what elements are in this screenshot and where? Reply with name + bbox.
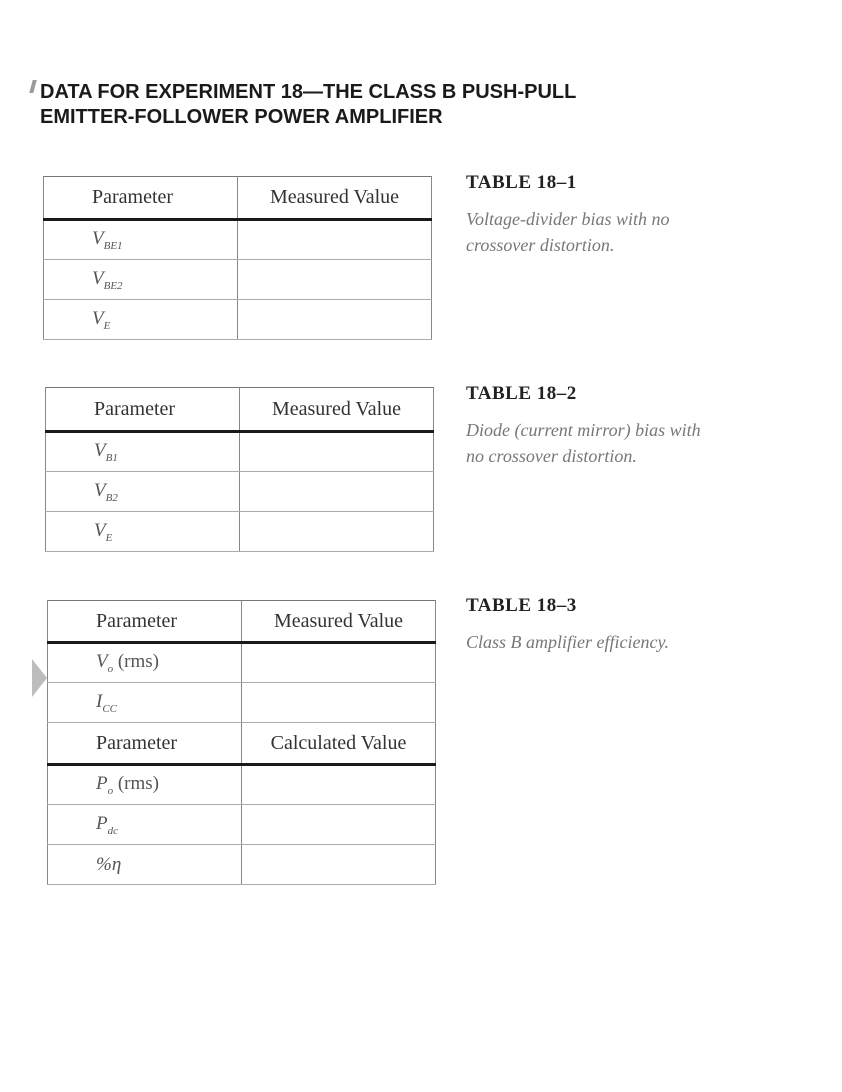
- parameter-cell: [48, 683, 242, 723]
- table-row: [46, 472, 434, 512]
- param-unit: (rms): [117, 773, 160, 795]
- param-subscript: E: [103, 319, 111, 332]
- table-18-2-caption: [466, 383, 706, 469]
- value-cell[interactable]: [240, 432, 434, 472]
- param-subscript: o: [107, 662, 114, 675]
- param-subscript: BE2: [103, 279, 123, 292]
- param-unit: (rms): [117, 651, 160, 673]
- table-row: [44, 220, 432, 260]
- value-cell[interactable]: [238, 220, 432, 260]
- table-18-1-caption: [466, 172, 716, 258]
- caption-description: Diode (current mirror) bias with no crossover distortion.: [466, 420, 701, 466]
- param-symbol: P: [96, 812, 108, 834]
- parameter-cell: [48, 805, 242, 845]
- header-measured-value: Measured Value: [238, 177, 432, 220]
- header-parameter: Parameter: [44, 177, 238, 220]
- table-18-1: [43, 176, 432, 340]
- corner-tick-mark: [29, 80, 36, 93]
- value-cell[interactable]: [242, 805, 436, 845]
- caption-title: TABLE 18–2: [466, 383, 577, 404]
- header-parameter: Parameter: [48, 723, 242, 765]
- param-subscript: CC: [102, 702, 118, 715]
- table-row: [44, 300, 432, 340]
- header-parameter: Parameter: [46, 388, 240, 432]
- header-calculated-value: Calculated Value: [242, 723, 436, 765]
- heading-line-2: EMITTER-FOLLOWER POWER AMPLIFIER: [40, 106, 443, 128]
- value-cell[interactable]: [242, 683, 436, 723]
- parameter-cell: [46, 512, 240, 552]
- parameter-cell: [44, 300, 238, 340]
- value-cell[interactable]: [242, 765, 436, 805]
- table-subheader-row: [48, 723, 436, 765]
- header-measured-value: Measured Value: [240, 388, 434, 432]
- table-row: [46, 512, 434, 552]
- param-subscript: BE1: [103, 239, 123, 252]
- value-cell[interactable]: [242, 845, 436, 885]
- table-row: [46, 432, 434, 472]
- param-subscript: B1: [105, 451, 118, 464]
- value-cell[interactable]: [238, 260, 432, 300]
- caption-description: Voltage-divider bias with no crossover distortion.: [466, 209, 670, 255]
- table-18-3: [47, 600, 436, 885]
- table-header-row: [46, 388, 434, 432]
- table-18-3-caption: [466, 595, 716, 655]
- param-subscript: E: [105, 531, 113, 544]
- param-symbol: V: [96, 651, 108, 673]
- header-parameter: Parameter: [48, 601, 242, 643]
- page-heading: [40, 80, 740, 130]
- param-symbol: V: [94, 519, 106, 541]
- table-header-row: [48, 601, 436, 643]
- param-symbol: V: [92, 228, 104, 250]
- parameter-cell: [48, 845, 242, 885]
- table-header-row: [44, 177, 432, 220]
- parameter-cell: [46, 472, 240, 512]
- table-row: [48, 683, 436, 723]
- param-subscript: dc: [107, 824, 118, 837]
- param-symbol: P: [96, 773, 108, 795]
- table-row: [44, 260, 432, 300]
- param-subscript: o: [107, 784, 114, 797]
- caption-description: Class B amplifier efficiency.: [466, 632, 669, 652]
- value-cell[interactable]: [240, 472, 434, 512]
- parameter-cell: [44, 220, 238, 260]
- param-symbol: %η: [96, 853, 122, 875]
- parameter-cell: [48, 643, 242, 683]
- param-symbol: V: [92, 307, 104, 329]
- table-row: [48, 845, 436, 885]
- value-cell[interactable]: [242, 643, 436, 683]
- value-cell[interactable]: [238, 300, 432, 340]
- heading-line-1: DATA FOR EXPERIMENT 18—THE CLASS B PUSH-PULL: [40, 81, 577, 103]
- caption-title: TABLE 18–1: [466, 172, 577, 193]
- table-row: [48, 643, 436, 683]
- param-symbol: V: [92, 267, 104, 289]
- parameter-cell: [44, 260, 238, 300]
- param-symbol: V: [94, 440, 106, 462]
- header-measured-value: Measured Value: [242, 601, 436, 643]
- param-symbol: V: [94, 479, 106, 501]
- value-cell[interactable]: [240, 512, 434, 552]
- page-tab-marker: [32, 659, 47, 697]
- table-row: [48, 805, 436, 845]
- param-subscript: B2: [105, 491, 118, 504]
- table-18-2: [45, 387, 434, 552]
- parameter-cell: [48, 765, 242, 805]
- param-symbol: I: [96, 690, 103, 712]
- parameter-cell: [46, 432, 240, 472]
- table-row: [48, 765, 436, 805]
- caption-title: TABLE 18–3: [466, 595, 577, 616]
